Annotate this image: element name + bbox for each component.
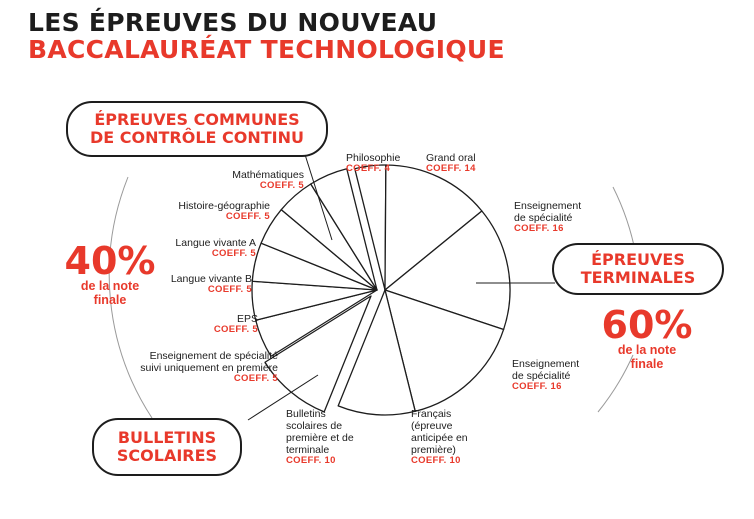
slice-label-histoire-geo-name: Histoire-géographie [178, 200, 270, 212]
chart-title-line1: LES ÉPREUVES DU NOUVEAU [28, 8, 438, 37]
slice-label-grand-oral-name: Grand oral [426, 152, 476, 164]
slice-label-histoire-geo [146, 200, 270, 223]
share-left-line1: de la note [80, 279, 140, 293]
group-badge-bulletins-line1: BULLETINS [117, 427, 217, 447]
slice-label-francais-coeff: COEFF. 10 [411, 455, 461, 467]
slice-label-specialite-1-coeff: COEFF. 16 [514, 223, 564, 235]
slice-label-specialite-1-name: Enseignement de spécialité [514, 200, 582, 225]
group-badge-bulletins [92, 418, 242, 476]
chart-title-line2: BACCALAURÉAT TECHNOLOGIQUE [28, 35, 505, 64]
slice-label-eps-name: EPS [236, 313, 258, 325]
share-right [597, 303, 697, 372]
slice-label-histoire-geo-coeff: COEFF. 5 [225, 211, 270, 223]
slice-label-specialite-2 [512, 358, 592, 393]
slice-label-grand-oral [426, 152, 476, 175]
slice-label-mathematiques-name: Mathématiques [232, 169, 304, 181]
slice-label-philosophie-name: Philosophie [346, 152, 401, 164]
slice-label-langue-a-name: Langue vivante A [175, 237, 256, 249]
slice-label-mathematiques [196, 169, 304, 192]
group-badge-continu [66, 101, 328, 157]
group-badge-terminales-line2: TERMINALES [580, 268, 696, 287]
share-left-line2: finale [93, 292, 127, 307]
share-left-value: 40% [64, 239, 156, 283]
slice-label-specialite-premiere [136, 350, 278, 385]
slice-label-specialite-premiere-coeff: COEFF. 5 [233, 373, 278, 385]
slice-label-specialite-2-name: Enseignement de spécialité [512, 358, 580, 383]
slice-label-bulletins [286, 408, 358, 467]
slice-label-specialite-premiere-name: Enseignement de spécialité suivi uniquement en première [140, 350, 278, 375]
slice-label-mathematiques-coeff: COEFF. 5 [259, 180, 304, 192]
slice-label-langue-a-coeff: COEFF. 5 [211, 248, 256, 260]
share-right-line2: finale [630, 356, 664, 371]
group-badge-bulletins-line2: SCOLAIRES [116, 446, 218, 465]
slice-label-langue-b-name: Langue vivante B [170, 273, 252, 285]
share-right-line1: de la note [617, 343, 677, 357]
slice-label-langue-b-coeff: COEFF. 5 [207, 284, 252, 296]
slice-label-francais-name: Français (épreuve anticipée en première) [411, 408, 468, 457]
slice-label-philosophie [346, 152, 400, 175]
slice-label-grand-oral-coeff: COEFF. 14 [426, 163, 476, 175]
slice-label-bulletins-name: Bulletins scolaires de première et de terminale [286, 408, 354, 457]
slice-label-langue-b [146, 273, 252, 296]
slice-label-bulletins-coeff: COEFF. 10 [286, 455, 336, 467]
share-right-value: 60% [601, 303, 693, 347]
slice-label-francais [411, 408, 483, 467]
slice-label-specialite-2-coeff: COEFF. 16 [512, 381, 562, 393]
group-badge-continu-line2: DE CONTRÔLE CONTINU [89, 128, 305, 147]
slice-label-langue-a [150, 237, 256, 260]
share-left [60, 239, 160, 308]
slice-label-specialite-1 [514, 200, 594, 235]
slice-label-eps-coeff: COEFF. 5 [213, 324, 258, 336]
group-badge-terminales-line1: ÉPREUVES [591, 249, 685, 269]
group-badge-terminales [552, 243, 724, 295]
pie-slices [252, 165, 510, 415]
group-badge-continu-line1: ÉPREUVES COMMUNES [94, 109, 300, 129]
slice-label-eps [166, 313, 258, 336]
slice-label-philosophie-coeff: COEFF. 4 [346, 163, 391, 175]
